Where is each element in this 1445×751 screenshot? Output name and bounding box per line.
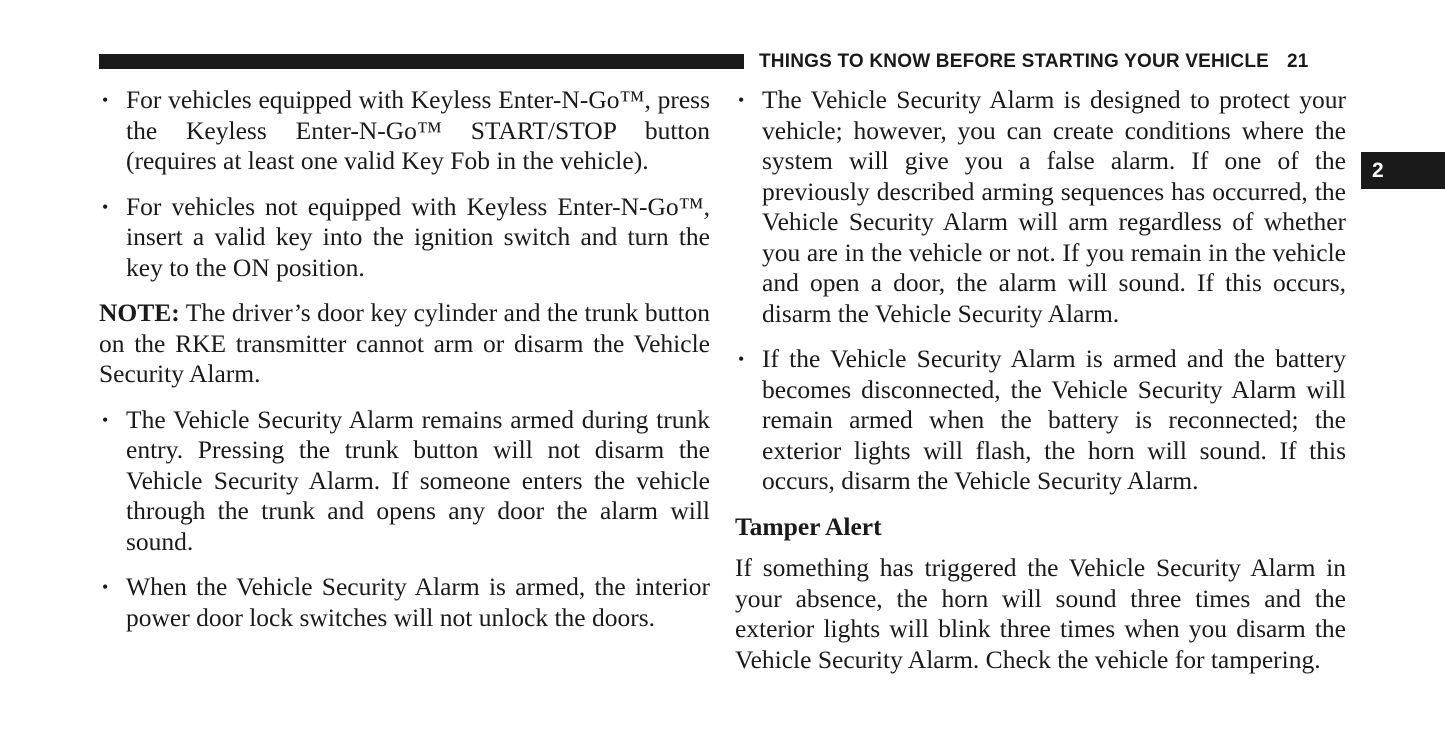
list-item	[735, 85, 1346, 329]
list-item-text: For vehicles not equipped with Keyless Enter-N-Go™, insert a valid key into the ignition switch and turn the key to the ON position.	[126, 191, 710, 282]
list-item-text: For vehicles equipped with Keyless Enter-N-Go™, press the Keyless Enter-N-Go™ START/STOP button (requires at least one valid Key Fob in the vehicle).	[126, 85, 710, 175]
list-item	[99, 572, 710, 633]
list-item-text: The Vehicle Security Alarm is designed to protect your vehicle; however, you can create conditions where the system will give you a false alarm. If one of the previously described arming sequences has occurred, the Vehicle Security Alarm will arm regardless of whether you are in the vehicle or not. If you remain in the vehicle and open a door, the alarm will sound. If this occurs, disarm the Vehicle Security Alarm.	[762, 85, 1346, 328]
list-item	[735, 344, 1346, 497]
bullet-icon: •	[102, 90, 109, 110]
left-column	[99, 85, 710, 648]
bullet-icon: •	[102, 196, 109, 217]
right-column	[735, 85, 1346, 690]
list-item-text: When the Vehicle Security Alarm is armed, the interior power door lock switches will not unlock the doors.	[126, 572, 710, 632]
section-heading: Tamper Alert	[735, 511, 882, 541]
chapter-tab: 2	[1361, 152, 1445, 189]
note-text: The driver’s door key cylinder and the trunk button on the RKE transmitter cannot arm or disarm the Vehicle Security Alarm.	[99, 298, 710, 388]
body-paragraph: If something has triggered the Vehicle Security Alarm in your absence, the horn will sound three times and the exterior lights will blink three times when you disarm the Vehicle Security Alarm. Check the vehicle for tampering.	[735, 553, 1346, 674]
bullet-icon: •	[102, 409, 109, 430]
header-rule	[99, 54, 744, 69]
bullet-icon: •	[102, 577, 109, 597]
note-label: NOTE:	[99, 298, 180, 327]
list-item	[99, 192, 710, 284]
section-title: THINGS TO KNOW BEFORE STARTING YOUR VEHICLE	[759, 51, 1270, 72]
page-number: 21	[1287, 51, 1309, 72]
list-item	[99, 85, 710, 177]
running-header	[759, 51, 1309, 73]
list-item-text: If the Vehicle Security Alarm is armed and the battery becomes disconnected, the Vehicle Security Alarm will remain armed when the battery is reconnected; the exterior lights will flash, the horn will sound. If this occurs, disarm the Vehicle Security Alarm.	[762, 344, 1346, 495]
note-paragraph	[99, 298, 710, 390]
bullet-icon: •	[738, 349, 745, 369]
list-item-text: The Vehicle Security Alarm remains armed during trunk entry. Pressing the trunk button will not disarm the Vehicle Security Alarm. If someone enters the vehicle through the trunk and opens any door the alarm will sound.	[126, 404, 710, 556]
list-item	[99, 405, 710, 558]
bullet-icon: •	[738, 90, 745, 110]
